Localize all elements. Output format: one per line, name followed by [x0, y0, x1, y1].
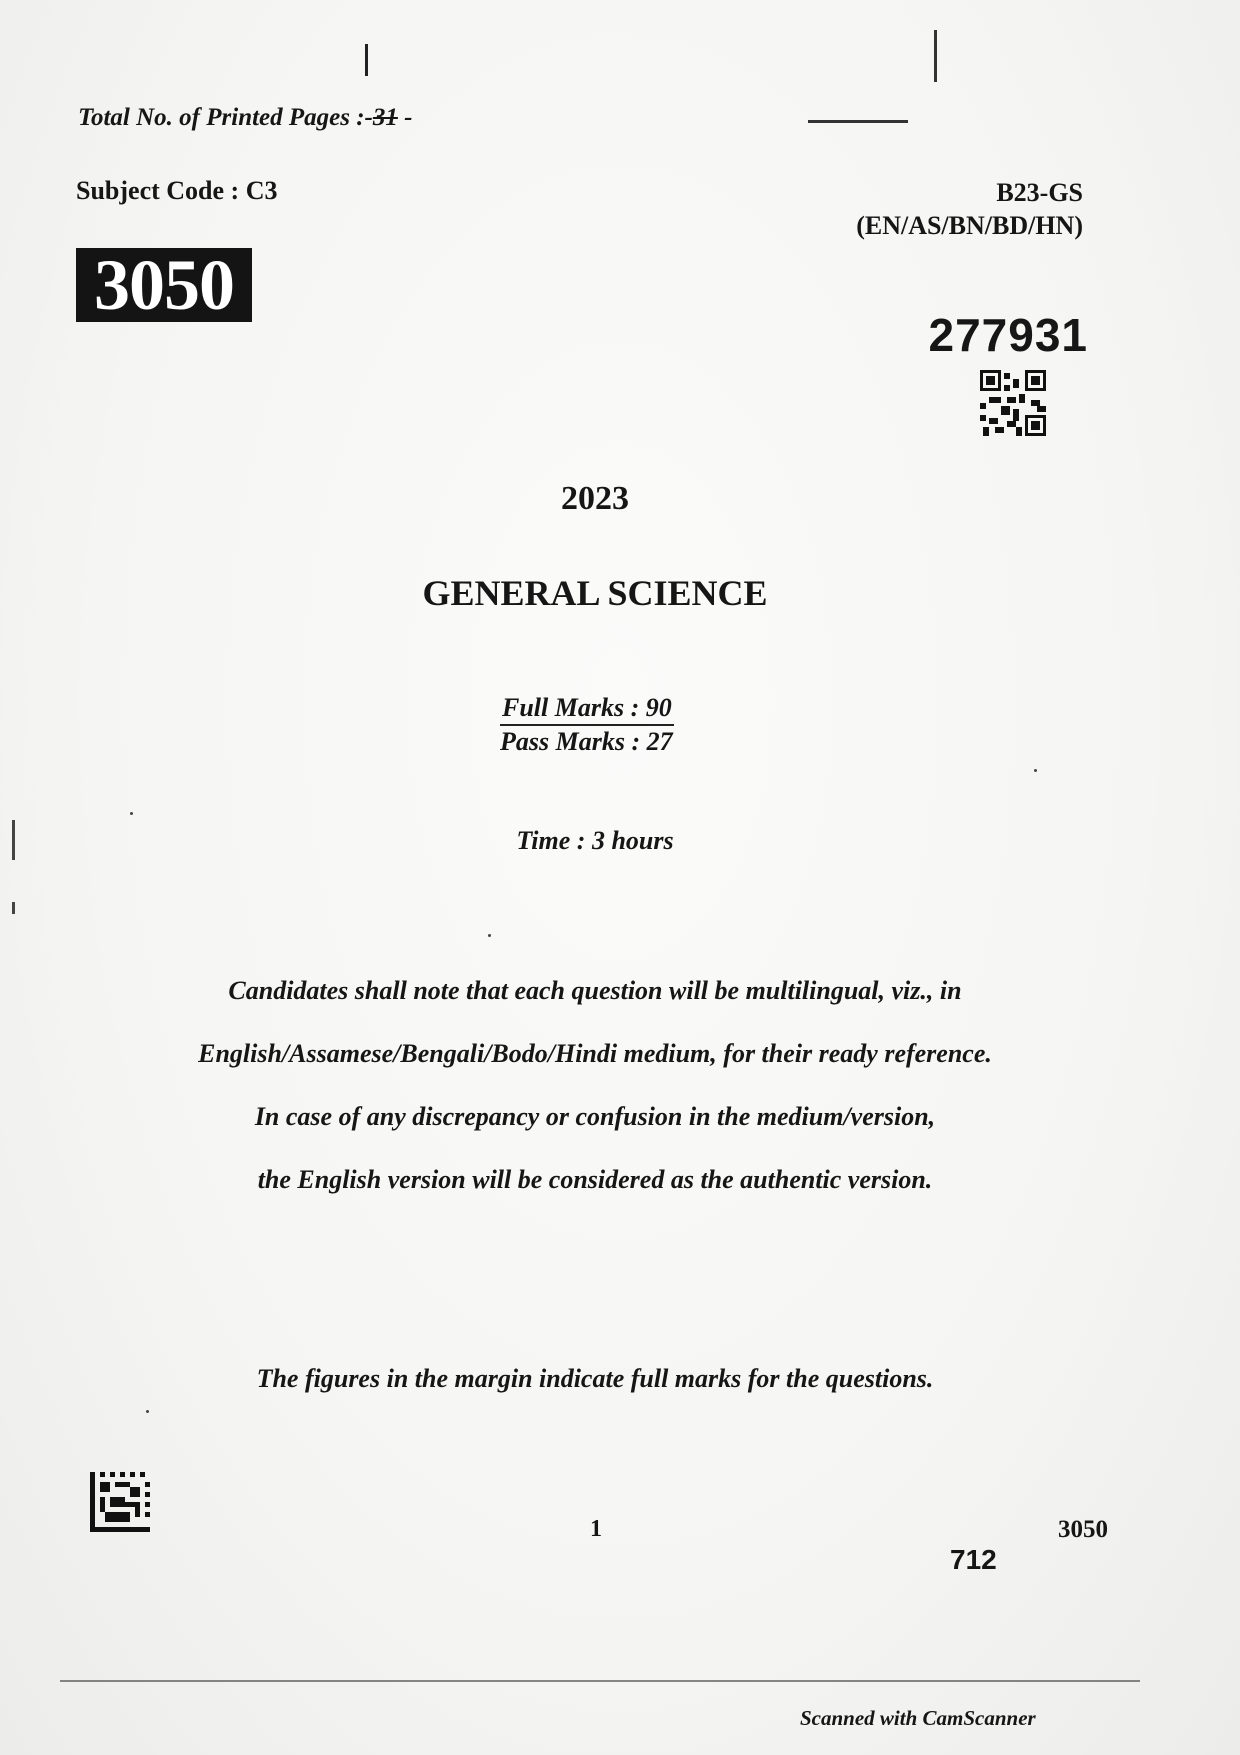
pass-marks: Pass Marks : 27	[500, 727, 673, 756]
scan-speck	[1034, 769, 1037, 772]
exam-time: Time : 3 hours	[516, 826, 674, 855]
series-code-line2: (EN/AS/BN/BD/HN)	[856, 211, 1083, 240]
subject-title: GENERAL SCIENCE	[422, 573, 768, 613]
scan-speck	[488, 934, 491, 937]
exam-year: 2023	[561, 480, 629, 517]
paper-code-box: 3050	[76, 248, 252, 322]
printed-pages-value: 31	[372, 104, 398, 131]
series-code	[856, 176, 1083, 242]
scan-speck	[130, 812, 133, 815]
datamatrix-code-icon	[90, 1472, 150, 1532]
scan-mark	[934, 30, 937, 82]
edge-mark	[12, 902, 15, 914]
marks-block	[500, 692, 674, 758]
margin-marks-note: The figures in the margin indicate full marks for the questions.	[256, 1364, 934, 1393]
instruction-line: the English version will be considered as the authentic version.	[257, 1165, 933, 1194]
page-number: 1	[590, 1516, 602, 1542]
scan-speck	[146, 1410, 149, 1413]
printed-pages-label: Total No. of Printed Pages :-	[78, 104, 373, 131]
header-rule	[808, 120, 908, 123]
instruction-line: Candidates shall note that each question will be multilingual, viz., in	[228, 976, 962, 1005]
serial-number: 277931	[928, 309, 1088, 361]
bundle-number: 712	[950, 1544, 997, 1575]
printed-pages-suffix: -	[404, 104, 413, 131]
full-marks: Full Marks : 90	[500, 692, 674, 726]
printed-pages-line	[78, 104, 412, 132]
scanner-watermark: Scanned with CamScanner	[800, 1706, 1036, 1730]
series-code-line1: B23-GS	[996, 178, 1083, 207]
bottom-rule	[60, 1680, 1140, 1682]
instruction-line: English/Assamese/Bengali/Bodo/Hindi medium, for their ready reference.	[198, 1039, 992, 1068]
scan-mark	[365, 44, 368, 76]
qr-code-icon	[980, 370, 1046, 436]
footer-paper-code: 3050	[1058, 1516, 1108, 1543]
subject-code: Subject Code : C3	[76, 176, 278, 205]
instruction-line: In case of any discrepancy or confusion in the medium/version,	[254, 1102, 936, 1131]
